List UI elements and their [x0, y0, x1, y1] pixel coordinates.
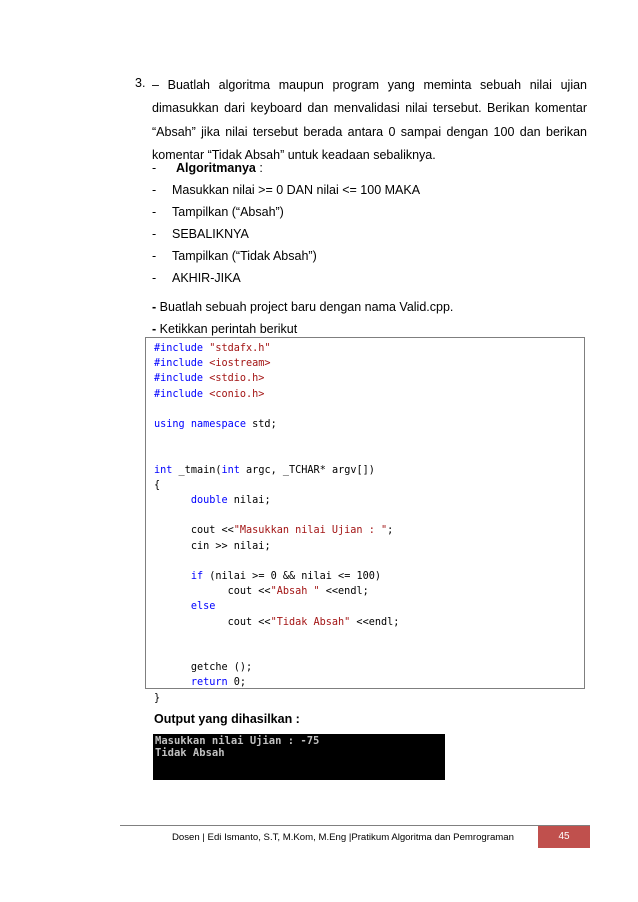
- list-dash: -: [152, 227, 157, 241]
- footer-text: Dosen | Edi Ismanto, S.T, M.Kom, M.Eng |Pratikum Algoritma dan Pemrograman: [172, 832, 514, 843]
- code-line: double nilai;: [190, 495, 271, 507]
- list-dash: -: [152, 183, 157, 197]
- algorithm-step-text: AKHIR-JIKA: [172, 271, 241, 285]
- list-dash: -: [152, 322, 157, 336]
- list-dash: -: [152, 161, 157, 175]
- instruction-line: [152, 300, 453, 314]
- code-listing: [154, 341, 399, 706]
- code-line: else: [190, 601, 216, 613]
- algorithm-step-text: Masukkan nilai >= 0 DAN nilai <= 100 MAKA: [172, 183, 421, 197]
- instruction-text: Buatlah sebuah project baru dengan nama Valid.cpp.: [159, 300, 454, 314]
- footer-divider: [120, 825, 590, 826]
- question-line: dimasukkan dari keyboard dan menvalidasi nilai tersebut. Berikan komentar: [152, 101, 587, 116]
- code-line: cout <<"Absah " <<endl;: [227, 586, 369, 598]
- console-line: Masukkan nilai Ujian : -75: [155, 735, 320, 747]
- question-paragraph: [152, 74, 587, 167]
- question-line: komentar “Tidak Absah” untuk keadaan sebaliknya.: [152, 147, 436, 162]
- code-line: cout <<"Tidak Absah" <<endl;: [227, 616, 400, 628]
- list-dash: -: [152, 300, 157, 314]
- console-output: [153, 734, 445, 780]
- list-dash: -: [152, 205, 157, 219]
- code-line: return 0;: [190, 677, 247, 689]
- list-dash: -: [152, 271, 157, 285]
- console-line: Tidak Absah: [155, 747, 225, 759]
- code-line: cout <<"Masukkan nilai Ujian : ";: [190, 525, 394, 537]
- code-line: #include <conio.h>: [154, 388, 265, 400]
- list-dash: -: [152, 249, 157, 263]
- algorithm-step-text: SEBALIKNYA: [172, 227, 249, 241]
- code-line: int _tmain(int argc, _TCHAR* argv[]): [154, 464, 375, 476]
- code-line: cin >> nilai;: [190, 540, 271, 552]
- code-line: #include "stdafx.h": [154, 343, 271, 354]
- algorithm-heading: Algoritmanya: [176, 161, 256, 175]
- code-line: }: [154, 692, 161, 704]
- code-line: if (nilai >= 0 && nilai <= 100): [190, 571, 381, 583]
- instruction-text: Ketikkan perintah berikut: [159, 322, 298, 336]
- question-line: – Buatlah algoritma maupun program yang meminta sebuah nilai ujian: [152, 78, 587, 92]
- page-number: 45: [538, 826, 590, 848]
- code-line: using namespace std;: [154, 419, 277, 431]
- algorithm-step-text: Tampilkan (“Absah”): [172, 205, 284, 219]
- code-line: #include <iostream>: [154, 358, 271, 370]
- output-label: Output yang dihasilkan :: [154, 712, 300, 726]
- question-number: 3.: [135, 76, 146, 90]
- question-line: “Absah” jika nilai tersebut berada antara 0 sampai dengan 100 dan berikan: [152, 124, 587, 139]
- code-line: {: [154, 479, 161, 491]
- code-line: #include <stdio.h>: [154, 373, 265, 385]
- code-line: getche ();: [190, 662, 253, 674]
- algorithm-heading-suffix: :: [255, 161, 263, 175]
- instruction-line: [152, 322, 297, 336]
- algorithm-step-text: Tampilkan (“Tidak Absah”): [172, 249, 317, 263]
